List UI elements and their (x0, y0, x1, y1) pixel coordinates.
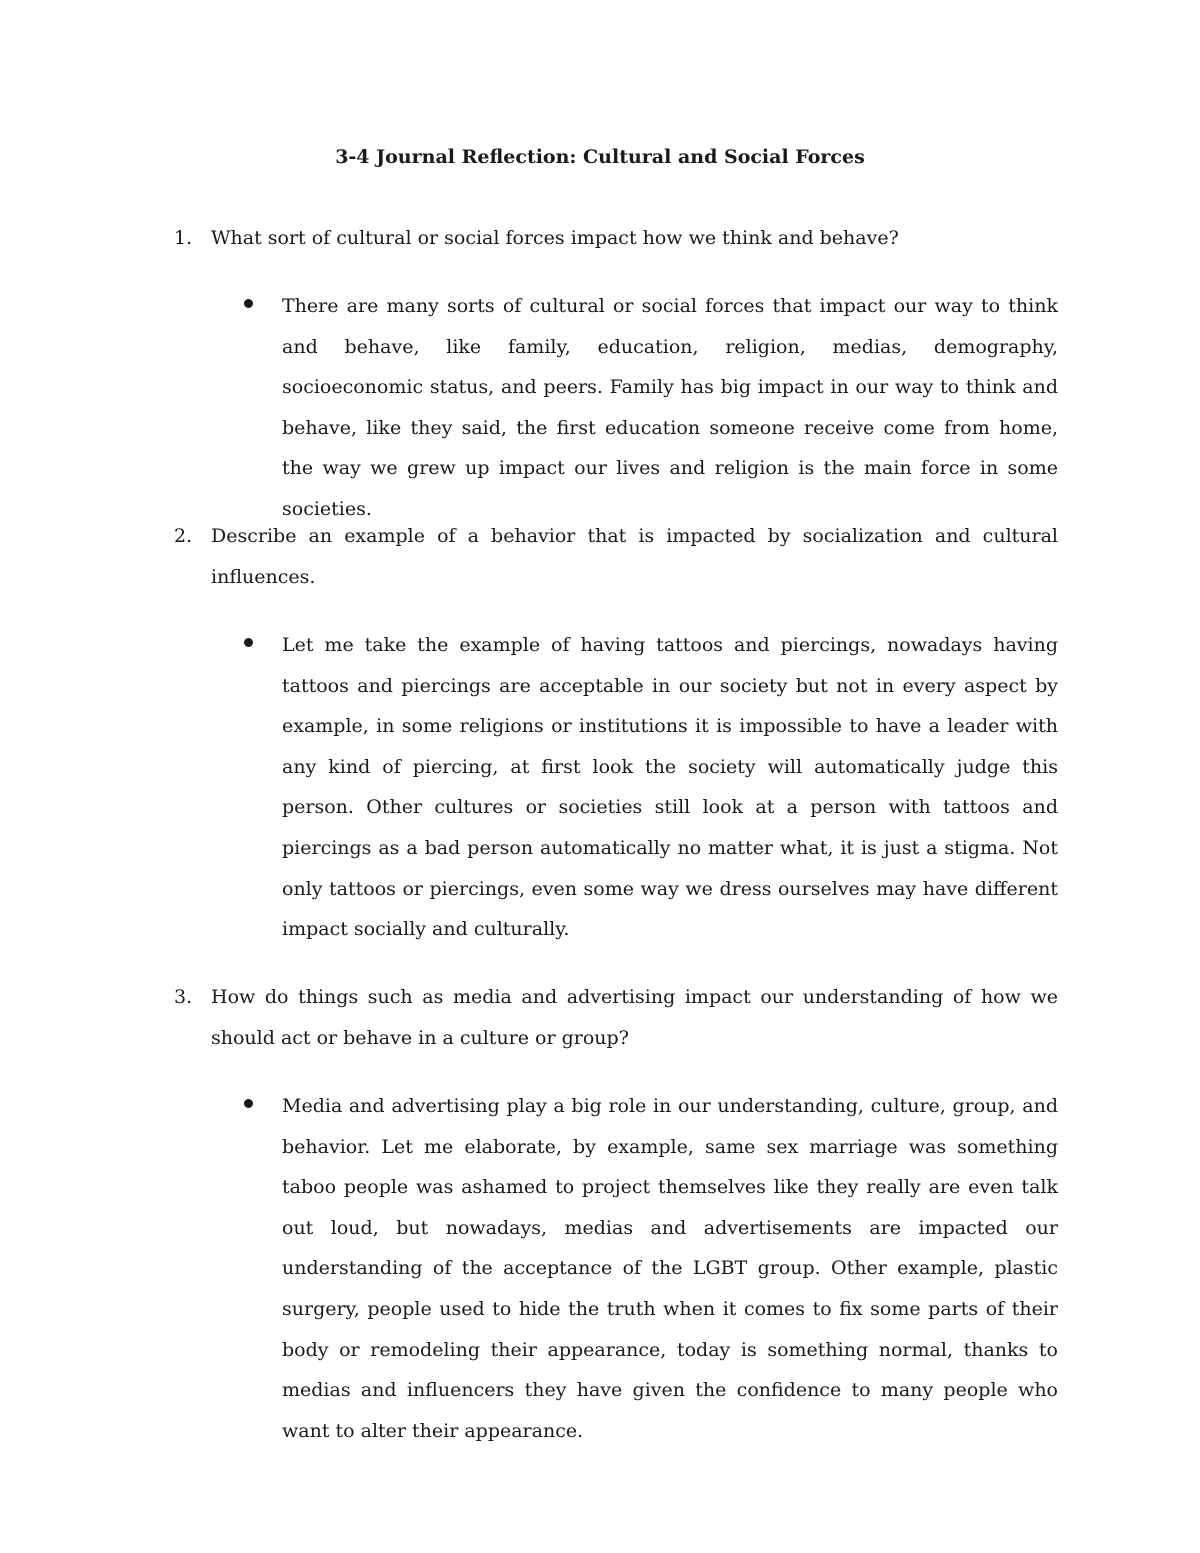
answer-text: Media and advertising play a big role in our understanding, culture, group, and behavior. Let me elaborate, by example, same sex marriage was something taboo people was ashamed to project themselves like they really are even talk out loud, but nowadays, medias and advertisements are impacted our understanding of the acceptance of the LGBT group. Other example, plastic surgery, people used to hide the truth when it comes to fix some parts of their body or remodeling their appearance, today is something normal, thanks to medias and influencers they have given the confidence to many people who want to alter their appearance. (282, 1095, 1058, 1442)
bullet-icon (244, 638, 253, 647)
answer-2 (244, 625, 1058, 950)
question-2 (174, 516, 1058, 597)
bullet-icon (244, 1099, 253, 1108)
answer-3 (244, 1086, 1058, 1451)
answer-text: There are many sorts of cultural or social forces that impact our way to think and behave, like family, education, religion, medias, demography, socioeconomic status, and peers. Family has big impact in our way to think and behave, like they said, the first education someone receive come from home, the way we grew up impact our lives and religion is the main force in some societies. (282, 295, 1058, 520)
question-text: How do things such as media and advertising impact our understanding of how we should act or behave in a culture or group? (211, 986, 1058, 1049)
bullet-icon (244, 299, 253, 308)
document-title: 3-4 Journal Reflection: Cultural and Social Forces (335, 146, 865, 168)
question-text: What sort of cultural or social forces impact how we think and behave? (211, 227, 899, 249)
question-number: 2. (174, 525, 193, 547)
question-number: 3. (174, 986, 193, 1008)
question-number: 1. (174, 227, 193, 249)
answer-1 (244, 286, 1058, 530)
answer-text: Let me take the example of having tattoos and piercings, nowadays having tattoos and piercings are acceptable in our society but not in every aspect by example, in some religions or institutions it is impossible to have a leader with any kind of piercing, at first look the society will automatically judge this person. Other cultures or societies still look at a person with tattoos and piercings as a bad person automatically no matter what, it is just a stigma. Not only tattoos or piercings, even some way we dress ourselves may have different impact socially and culturally. (282, 634, 1058, 941)
question-1 (174, 218, 1058, 259)
question-3 (174, 977, 1058, 1058)
question-text: Describe an example of a behavior that is impacted by socialization and cultural influences. (211, 525, 1058, 588)
